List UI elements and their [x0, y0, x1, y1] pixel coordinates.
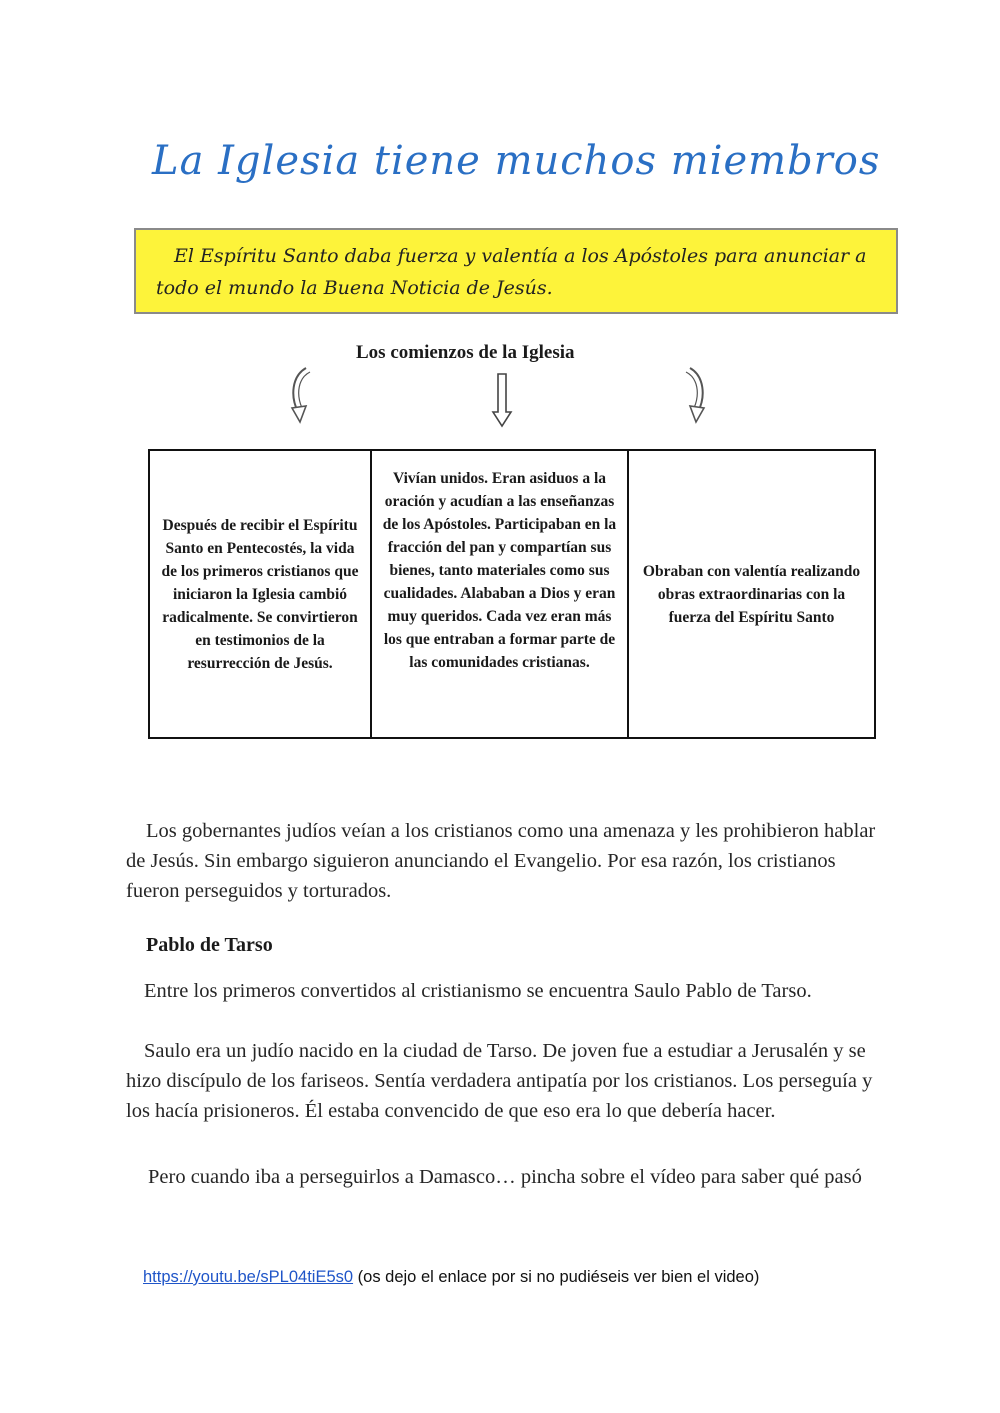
section-heading: Pablo de Tarso: [146, 934, 273, 956]
highlight-box: El Espíritu Santo daba fuerza y valentía a los Apóstoles para anunciar a todo el mundo la Buena Noticia de Jesús.: [134, 228, 898, 314]
video-link-line: [143, 1268, 759, 1287]
table-cell: [629, 451, 874, 737]
paragraph: Saulo era un judío nacido en la ciudad de Tarso. De joven fue a estudiar a Jerusalén y se hizo discípulo de los fariseos. Sentía verdadera antipatía por los cristianos. Los perseguía y los hacía prisioneros. Él estaba convencido de que eso era lo que debería hacer.: [126, 1040, 873, 1122]
paragraph: Los gobernantes judíos veían a los cristianos como una amenaza y les prohibieron hablar de Jesús. Sin embargo siguieron anunciando el Evangelio. Por esa razón, los cristianos fueron perseguidos y torturados.: [126, 820, 876, 902]
curved-arrow-right-icon: [678, 364, 712, 426]
curved-arrow-left-icon: [284, 364, 318, 426]
cell-text: Obraban con valentía realizando obras extraordinarias con la fuerza del Espíritu Santo: [642, 562, 861, 626]
cell-text: Después de recibir el Espíritu Santo en Pentecostés, la vida de los primeros cristianos que iniciaron la Iglesia cambió radicalmente. Se convirtieron en testimonios de la resurrección de Jesús.: [161, 516, 359, 672]
down-arrow-icon: [490, 372, 514, 428]
diagram-heading: Los comienzos de la Iglesia: [356, 342, 575, 363]
page-title: La Iglesia tiene muchos miembros: [152, 138, 881, 184]
beginnings-table: [148, 449, 876, 739]
table-cell: [150, 451, 372, 737]
video-link[interactable]: https://youtu.be/sPL04tiE5s0: [143, 1268, 354, 1286]
paragraph: Pero cuando iba a perseguirlos a Damasco… pincha sobre el vídeo para saber qué pasó: [148, 1166, 862, 1188]
cell-text: Vivían unidos. Eran asiduos a la oración y acudían a las enseñanzas de los Apóstoles. Participaban en la fracción del pan y compartían sus bienes, tanto materiales como sus cualidades. Alababan a Dios y eran muy queridos. Cada vez eran más los que entraban a formar parte de las comunidades cristianas.: [382, 470, 617, 671]
paragraph: Entre los primeros convertidos al cristianismo se encuentra Saulo Pablo de Tarso.: [144, 980, 812, 1002]
video-note: (os dejo el enlace por si no pudiéseis ver bien el video): [357, 1268, 760, 1286]
table-cell: [372, 451, 629, 737]
